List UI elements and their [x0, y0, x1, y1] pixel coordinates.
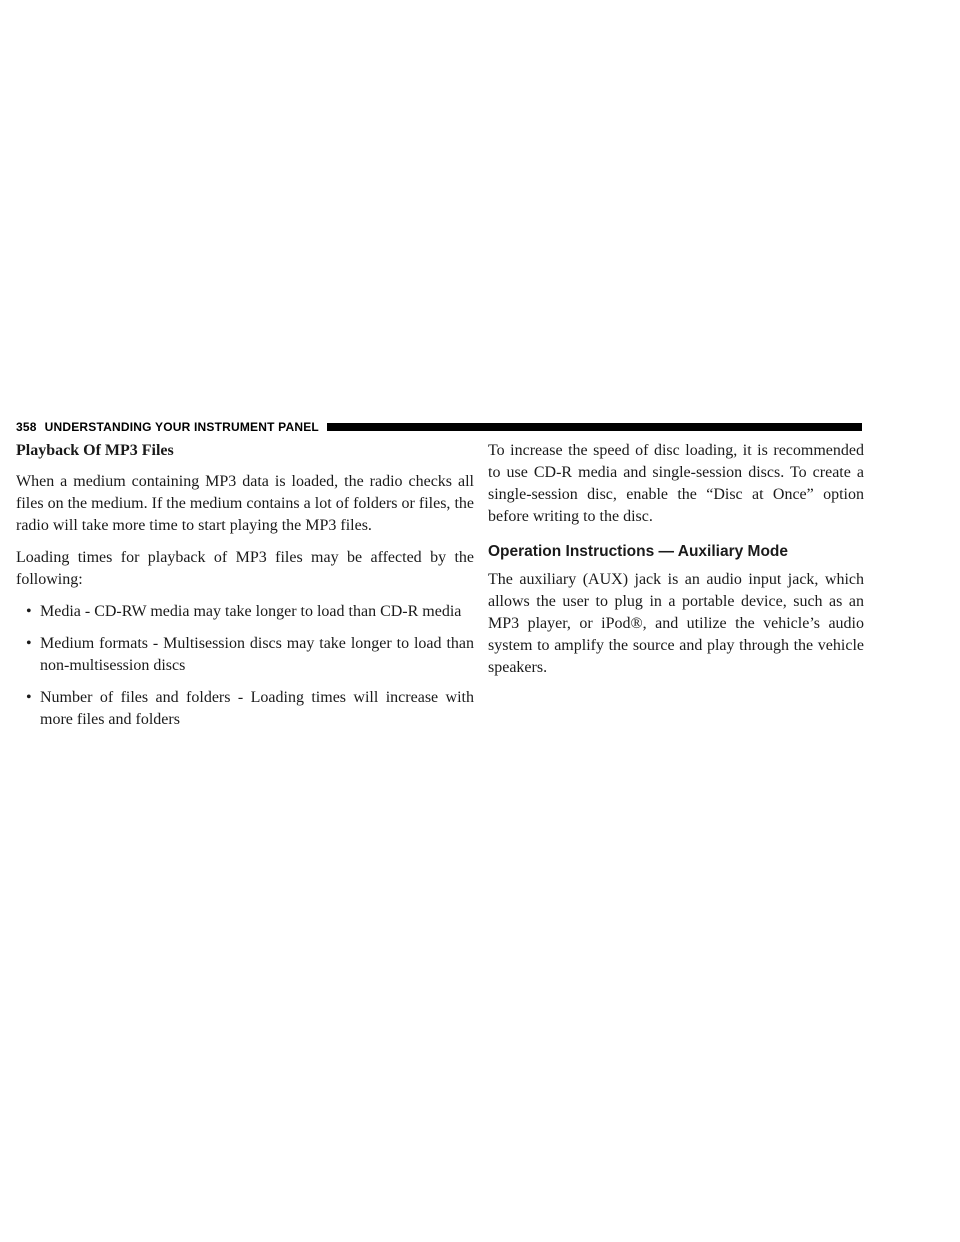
aux-jack-paragraph: The auxiliary (AUX) jack is an audio input jack, which allows the user to plug in a portable device, such as an MP3 player, or iPod®, and utilize the vehicle’s audio system to amplify the source and play through the vehicle speakers. — [488, 571, 864, 676]
left-column — [16, 440, 474, 741]
list-item-text: Number of files and folders - Loading times will increase with more files and folders — [40, 689, 474, 728]
bullet-icon: • — [26, 603, 32, 620]
page-number: 358 — [16, 420, 37, 434]
list-item-text: Media - CD-RW media may take longer to load than CD-R media — [40, 603, 462, 620]
bullet-icon: • — [26, 689, 32, 706]
bullet-icon: • — [26, 635, 32, 652]
disc-loading-paragraph: To increase the speed of disc loading, it is recommended to use CD-R media and single-session discs. To create a single-session disc, enable the “Disc at Once” option before writing to the disc. — [488, 442, 864, 525]
loading-factors-list — [16, 601, 474, 731]
right-column — [488, 440, 864, 689]
auxiliary-mode-heading: Operation Instructions — Auxiliary Mode — [488, 543, 788, 560]
section-title: UNDERSTANDING YOUR INSTRUMENT PANEL — [44, 420, 319, 434]
list-item — [16, 601, 474, 623]
list-item — [16, 633, 474, 677]
page-header — [16, 419, 862, 435]
mp3-playback-heading: Playback Of MP3 Files — [16, 442, 174, 459]
header-rule — [327, 423, 862, 431]
loading-times-paragraph: Loading times for playback of MP3 files may be affected by the following: — [16, 549, 474, 588]
list-item — [16, 687, 474, 731]
list-item-text: Medium formats - Multisession discs may take longer to load than non-multisession discs — [40, 635, 474, 674]
mp3-intro-paragraph: When a medium containing MP3 data is loaded, the radio checks all files on the medium. If the medium contains a lot of folders or files, the radio will take more time to start playing the MP3 files. — [16, 473, 474, 534]
